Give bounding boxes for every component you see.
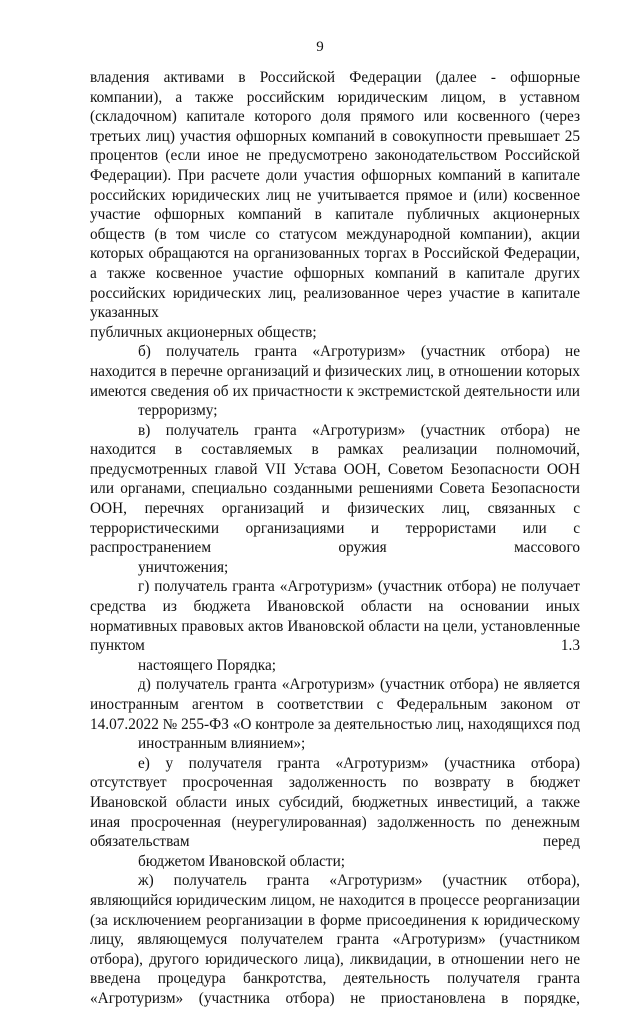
paragraph-text: ж) получатель гранта «Агротуризм» (участник отбора), являющийся юридическим лицом, не находится в процессе реорганизации (за исключением реорганизации в форме присоединения к юридическому лицу, являющемуся получателем гранта «Агротуризм» (участником отбора), другого юридического лица), ликвидации, в отношении него не введена процедура банкротства, деятельность получателя гранта «Агротуризм» (участника отбора) не приостановлена в порядке, [90,872,580,1007]
paragraph-last-line: бюджетом Ивановской области; [138,852,346,870]
document-body [90,68,580,1009]
paragraph-e [90,754,580,872]
page-number: 9 [316,39,324,55]
paragraph-last-line: иностранным влиянием»; [138,735,306,753]
paragraph-v [90,421,580,578]
paragraph-last-line: публичных акционерных обществ; [90,323,317,341]
paragraph-last-line: уничтожения; [138,558,229,576]
paragraph-zh [90,871,580,1008]
paragraph-g [90,577,580,675]
paragraph-text: б) получатель гранта «Агротуризм» (участник отбора) не находится в перечне организаций и физических лиц, в отношении которых имеются сведения об их причастности к экстремистской деятельности или [90,343,580,400]
paragraph-text: в) получатель гранта «Агротуризм» (участник отбора) не находится в составляемых в рамках реализации полномочий, предусмотренных главой VII Устава ООН, Советом Безопасности ООН или органами, специально созданными решениями Совета Безопасности ООН, перечнях организаций и физических лиц, связанных с террористическими организациями и террористами или с распространением оружия массового [90,421,580,557]
paragraph-d [90,675,580,753]
paragraph-last-line: терроризму; [138,402,218,420]
paragraph-text: г) получатель гранта «Агротуризм» (участник отбора) не получает средства из бюджета Ивановской области на основании иных нормативных правовых актов Ивановской области на цели, установленные пунктом 1.3 [90,578,580,655]
paragraph-b [90,342,580,420]
paragraph-text: е) у получателя гранта «Агротуризм» (участника отбора) отсутствует просроченная задолженность по возврату в бюджет Ивановской области иных субсидий, бюджетных инвестиций, а также иная просроченная (неурегулированная) задолженность по денежным обязательствам перед [90,754,580,851]
paragraph-text: владения активами в Российской Федерации (далее - офшорные компании), а также российским юридическим лицом, в уставном (складочном) капитале которого доля прямого или косвенного (через третьих лиц) участия офшорных компаний в совокупности превышает 25 процентов (если иное не предусмотрено законодательством Российской Федерации). При расчете доли участия офшорных компаний в капитале российских юридических лиц не учитывается прямое и (или) косвенное участие офшорных компаний в капитале публичных акционерных обществ (в том числе со статусом международной компании), акции которых обращаются на организованных торгах в Российской Федерации, а также косвенное участие офшорных компаний в капитале других российских юридических лиц, реализованное через участие в капитале указанных [90,69,580,322]
paragraph-last-line: настоящего Порядка; [138,656,276,674]
paragraph-text: д) получатель гранта «Агротуризм» (участник отбора) не является иностранным агентом в соответствии с Федеральным законом от 14.07.2022 № 255-ФЗ «О контроле за деятельностью лиц, находящихся под [90,676,580,733]
paragraph-offshore-companies [90,68,580,342]
